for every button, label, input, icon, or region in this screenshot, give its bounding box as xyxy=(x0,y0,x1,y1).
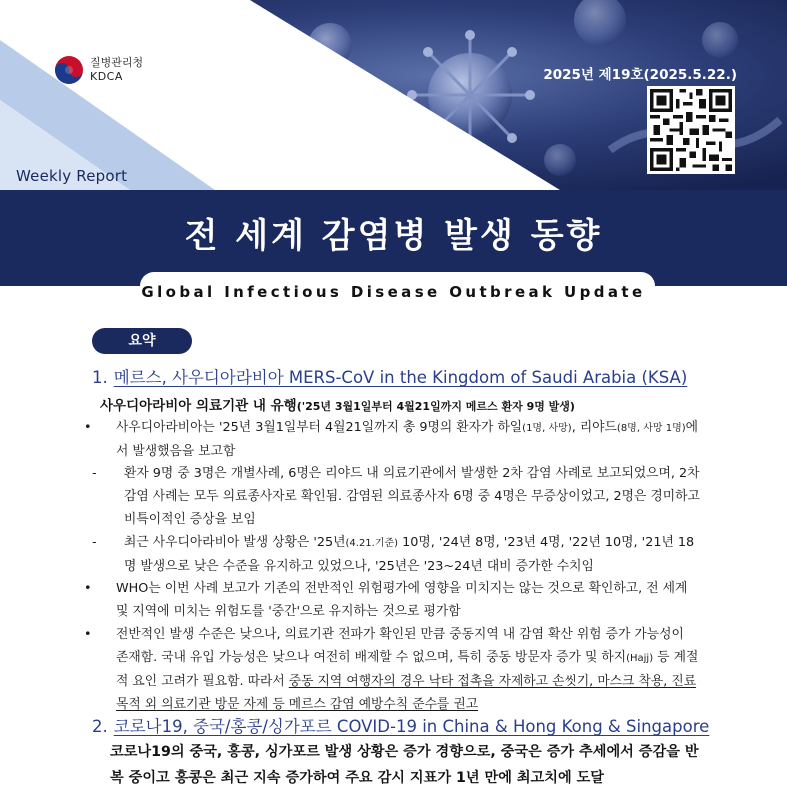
section-1-lead-main: 사우디아라비아 의료기관 내 유행 xyxy=(100,398,297,414)
bullet-marker: • xyxy=(84,420,92,435)
section-1-bullet-2: • WHO는 이번 사례 보고가 기존의 전반적인 위험평가에 영향을 미치지는 않는 것으로 확인하고, 전 세계 및 지역에 미치는 위험도를 '중간'으로 유지하는 것으로 평가함 xyxy=(100,577,700,623)
page-subtitle: Global Infectious Disease Outbreak Update xyxy=(141,283,646,301)
org-name-english: KDCA xyxy=(90,70,123,83)
issue-number: 2025년 제19호(2025.5.22.) xyxy=(543,67,737,83)
org-name-korean: 질병관리청 xyxy=(90,56,144,69)
weekly-report-label: Weekly Report xyxy=(16,167,128,185)
dash-marker: - xyxy=(92,466,97,481)
summary-badge: 요약 xyxy=(92,328,192,354)
section-1-bullet-1: • 사우디아라비아는 '25년 3월1일부터 4월21일까지 총 9명의 환자가 하일(1명, 사망), 리야드(8명, 사망 1명)에서 발생했음을 보고함 xyxy=(100,416,700,463)
dash-marker: - xyxy=(92,535,97,550)
section-1-heading[interactable] xyxy=(92,364,687,388)
section-1-lead-detail: ('25년 3월1일부터 4월21일까지 메르스 환자 9명 발생) xyxy=(296,400,575,413)
section-1-number: 1. xyxy=(92,368,108,387)
report-header xyxy=(0,0,787,190)
recommendation-text: 중동 지역 여행자의 경우 낙타 접촉을 자제하고 손씻기, 마스크 착용, 진료 목적 외 의료기관 방문 자제 등 메르스 감염 예방수칙 준수를 권고 xyxy=(116,674,697,712)
section-1-dash-2: - 최근 사우디아라비아 발생 상황은 '25년(4.21.기준) 10명, '24년 8명, '23년 4명, '22년 10명, '21년 18명 발생으로 낮은 수준을 유지하고 있었으나, '25년은 '23~24년 대비 증가한 수치임 xyxy=(108,531,700,578)
section-2-lead: 코로나19의 중국, 홍콩, 싱가포르 발생 상황은 증가 경향으로, 중국은 증가 추세에서 증감을 반복 중이고 홍콩은 최근 지속 증가하여 주요 감시 지표가 1년 만에 최고치에 도달 xyxy=(110,744,699,786)
bullet-marker: • xyxy=(84,581,92,596)
section-2-heading[interactable] xyxy=(92,713,709,737)
kdca-logo xyxy=(54,55,143,85)
qr-code-icon[interactable] xyxy=(647,86,735,174)
section-1-lead xyxy=(100,394,575,414)
bullet-marker: • xyxy=(84,627,92,642)
section-1-bullet-3: • 전반적인 발생 수준은 낮으나, 의료기관 전파가 확인된 만큼 중동지역 내 감염 확산 위험 증가 가능성이 존재함. 국내 유입 가능성은 낮으나 여전히 배제할 수 없으며, 특히 중동 방문자 증가 및 하지(Hajj) 등 계절적 요인 고려가 필요함. 따라서 중동 지역 여행자의 경우 낙타 접촉을 자제하고 손씻기, 마스크 착용, 진료 목적 외 의료기관 방문 자제 등 메르스 감염 예방수칙 준수를 권고 xyxy=(100,623,700,716)
section-1-dash-1: - 환자 9명 중 3명은 개별사례, 6명은 리야드 내 의료기관에서 발생한 2차 감염 사례로 보고되었으며, 2차 감염 사례는 모두 의료종사자로 확인됨. 감염된 의료종사자 6명 중 4명은 무증상이었고, 2명은 경미하고 비특이적인 증상을 보임 xyxy=(108,462,700,531)
section-1-title: 메르스, 사우디아라비아 MERS-CoV in the Kingdom of Saudi Arabia (KSA) xyxy=(113,368,688,387)
section-2-title: 코로나19, 중국/홍콩/싱가포르 COVID-19 in China & Hong Kong & Singapore xyxy=(113,717,710,736)
page-title: 전 세계 감염병 발생 동향 xyxy=(184,216,603,256)
section-2-number: 2. xyxy=(92,717,108,736)
kdca-emblem-icon xyxy=(54,55,84,85)
